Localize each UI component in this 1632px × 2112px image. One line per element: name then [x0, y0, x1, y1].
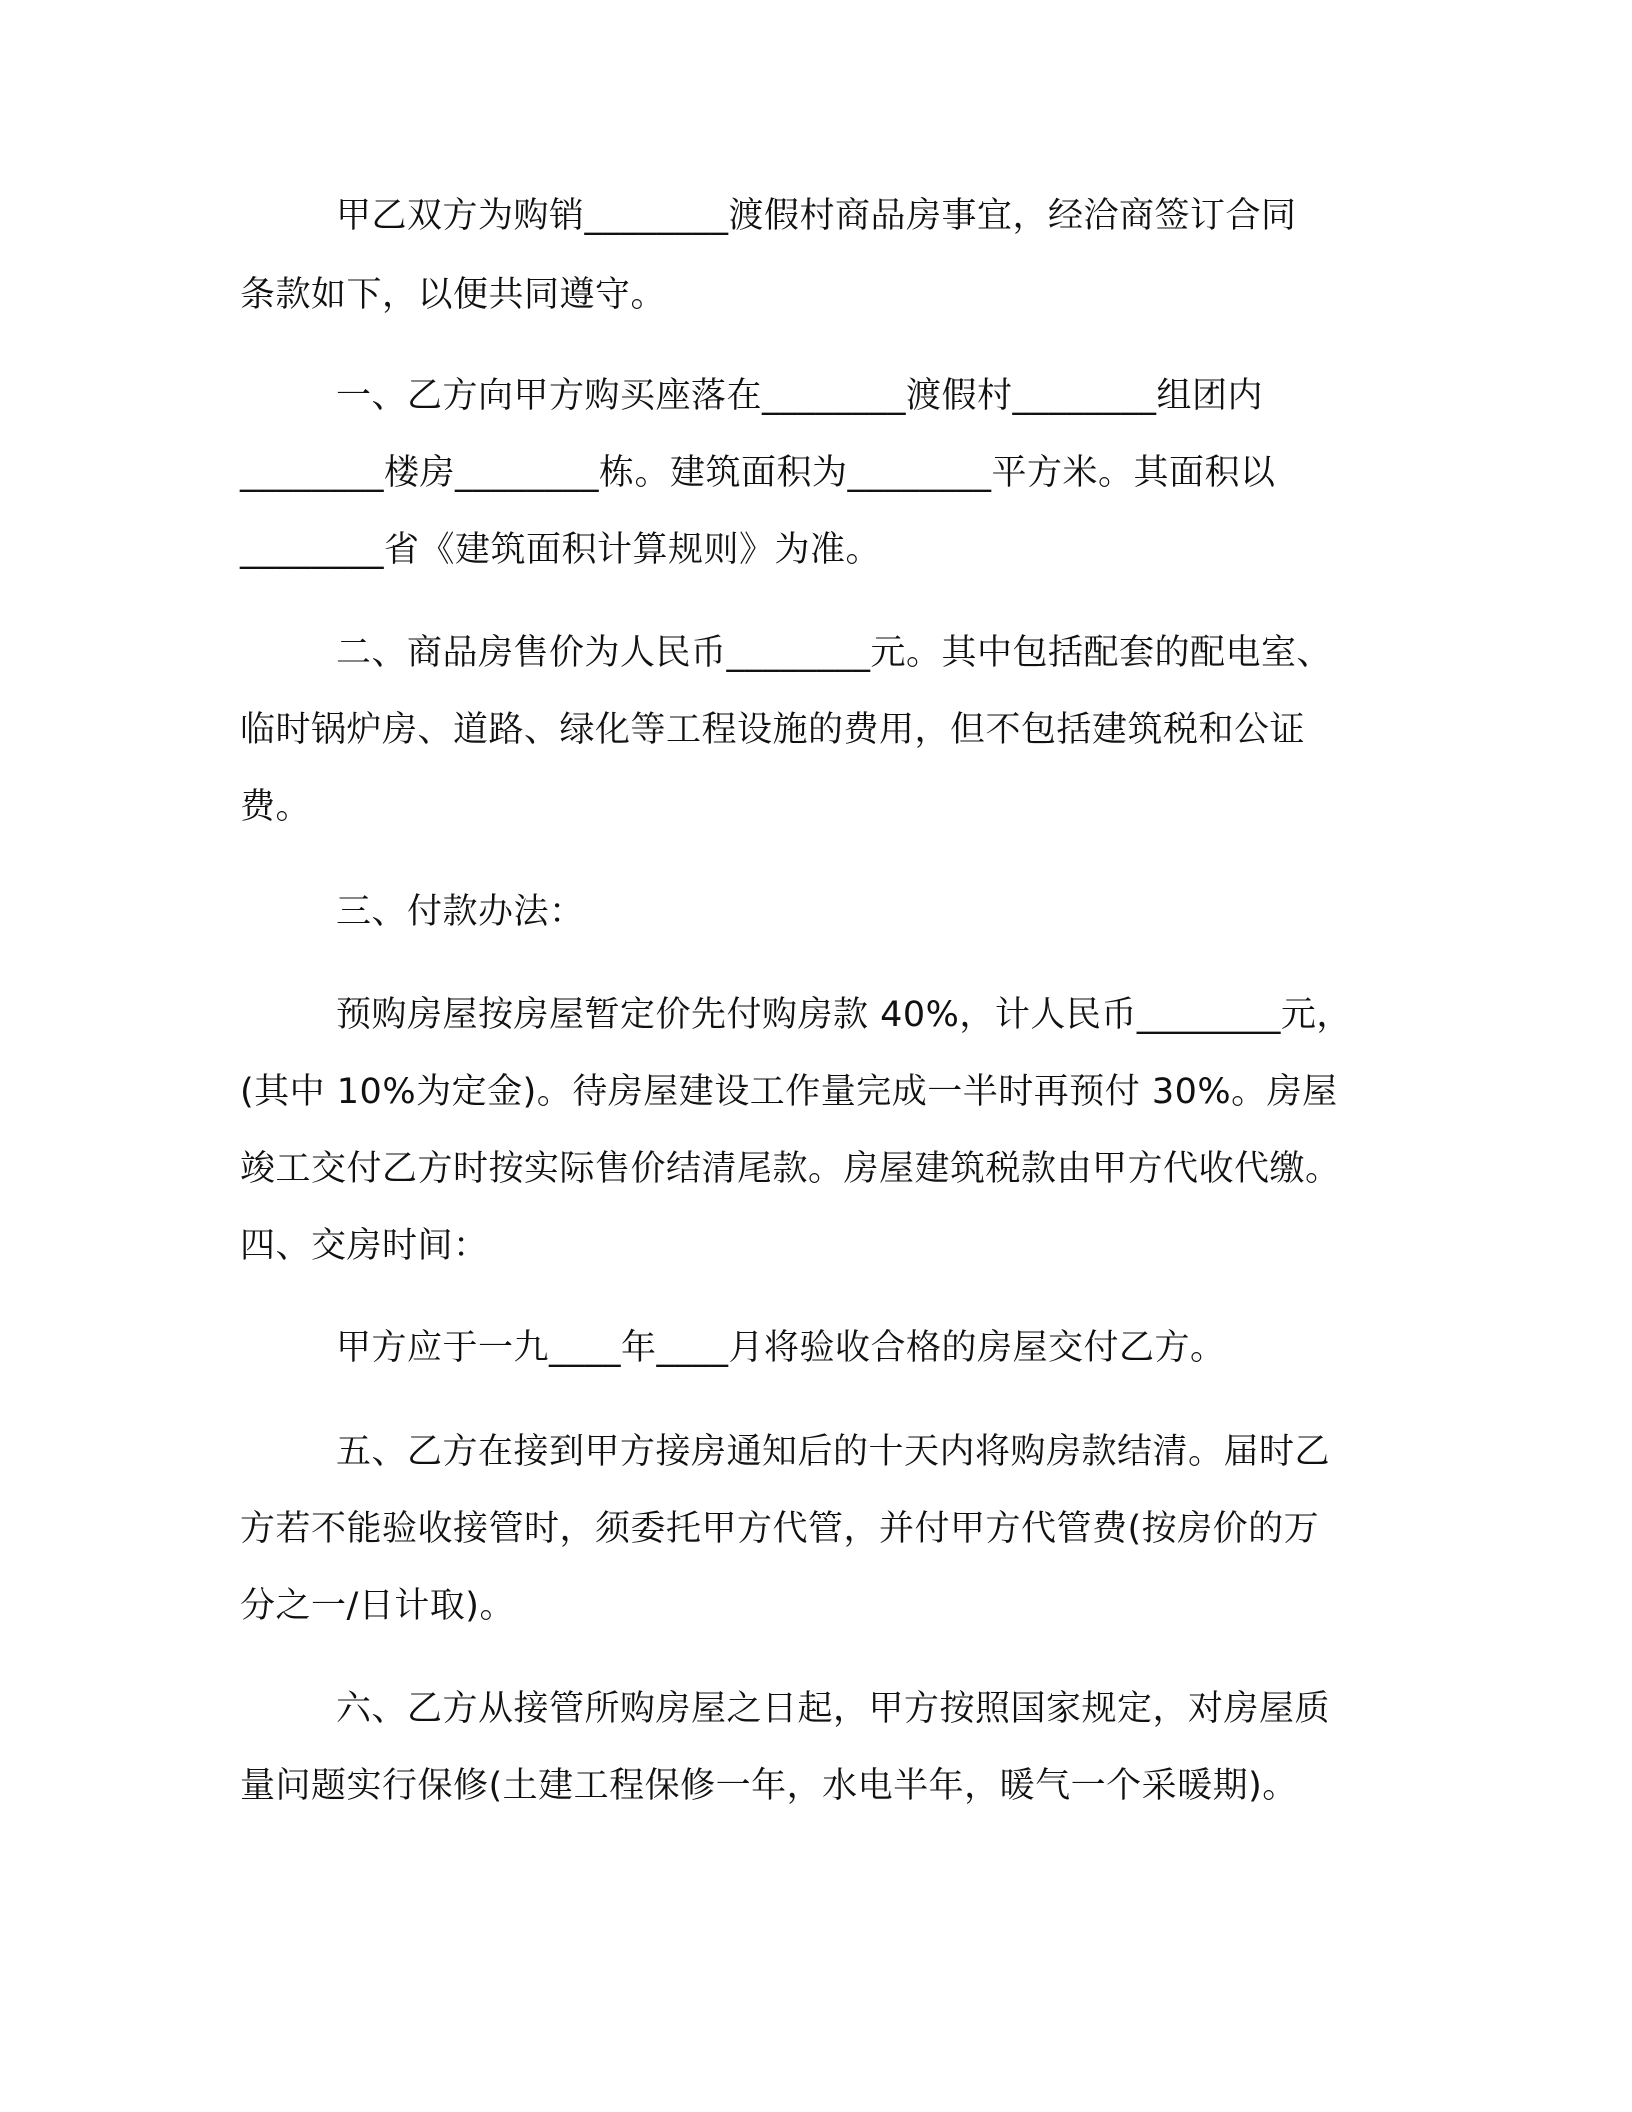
payment-line-1: 预购房屋按房屋暂定价先付购房款 40%，计人民币________元，: [336, 995, 1352, 1035]
clause-3-heading: 三、付款办法：: [336, 892, 585, 932]
clause-1-line-3: ________省《建筑面积计算规则》为准。: [240, 530, 882, 570]
clause-2-line-3: 费。: [240, 787, 312, 827]
payment-line-3: 竣工交付乙方时按实际售价结清尾款。房屋建筑税款由甲方代收代缴。: [240, 1149, 1341, 1189]
delivery-line: 甲方应于一九____年____月将验收合格的房屋交付乙方。: [336, 1328, 1226, 1368]
clause-2-line-2: 临时锅炉房、道路、绿化等工程设施的费用，但不包括建筑税和公证: [240, 710, 1306, 750]
clause-5-line-3: 分之一/日计取)。: [240, 1586, 515, 1626]
clause-2-line-1: 二、商品房售价为人民币________元。其中包括配套的配电室、: [336, 633, 1333, 673]
clause-6-line-1: 六、乙方从接管所购房屋之日起，甲方按照国家规定，对房屋质: [336, 1689, 1331, 1729]
clause-1-line-2: ________楼房________栋。建筑面积为________平方米。其面积以: [240, 453, 1276, 493]
clause-6-line-2: 量问题实行保修(土建工程保修一年，水电半年，暖气一个采暖期)。: [240, 1766, 1298, 1806]
payment-line-2: (其中 10%为定金)。待房屋建设工作量完成一半时再预付 30%。房屋: [240, 1072, 1338, 1112]
text-line-1: 甲乙双方为购销________渡假村商品房事宜，经洽商签订合同: [336, 196, 1297, 236]
clause-5-line-1: 五、乙方在接到甲方接房通知后的十天内将购房款结清。届时乙: [336, 1432, 1331, 1472]
clause-1-line-1: 一、乙方向甲方购买座落在________渡假村________组团内: [336, 376, 1264, 416]
clause-5-line-2: 方若不能验收接管时，须委托甲方代管，并付甲方代管费(按房价的万: [240, 1509, 1320, 1549]
clause-4-heading: 四、交房时间：: [240, 1226, 489, 1266]
text-line-2: 条款如下，以便共同遵守。: [240, 275, 667, 315]
